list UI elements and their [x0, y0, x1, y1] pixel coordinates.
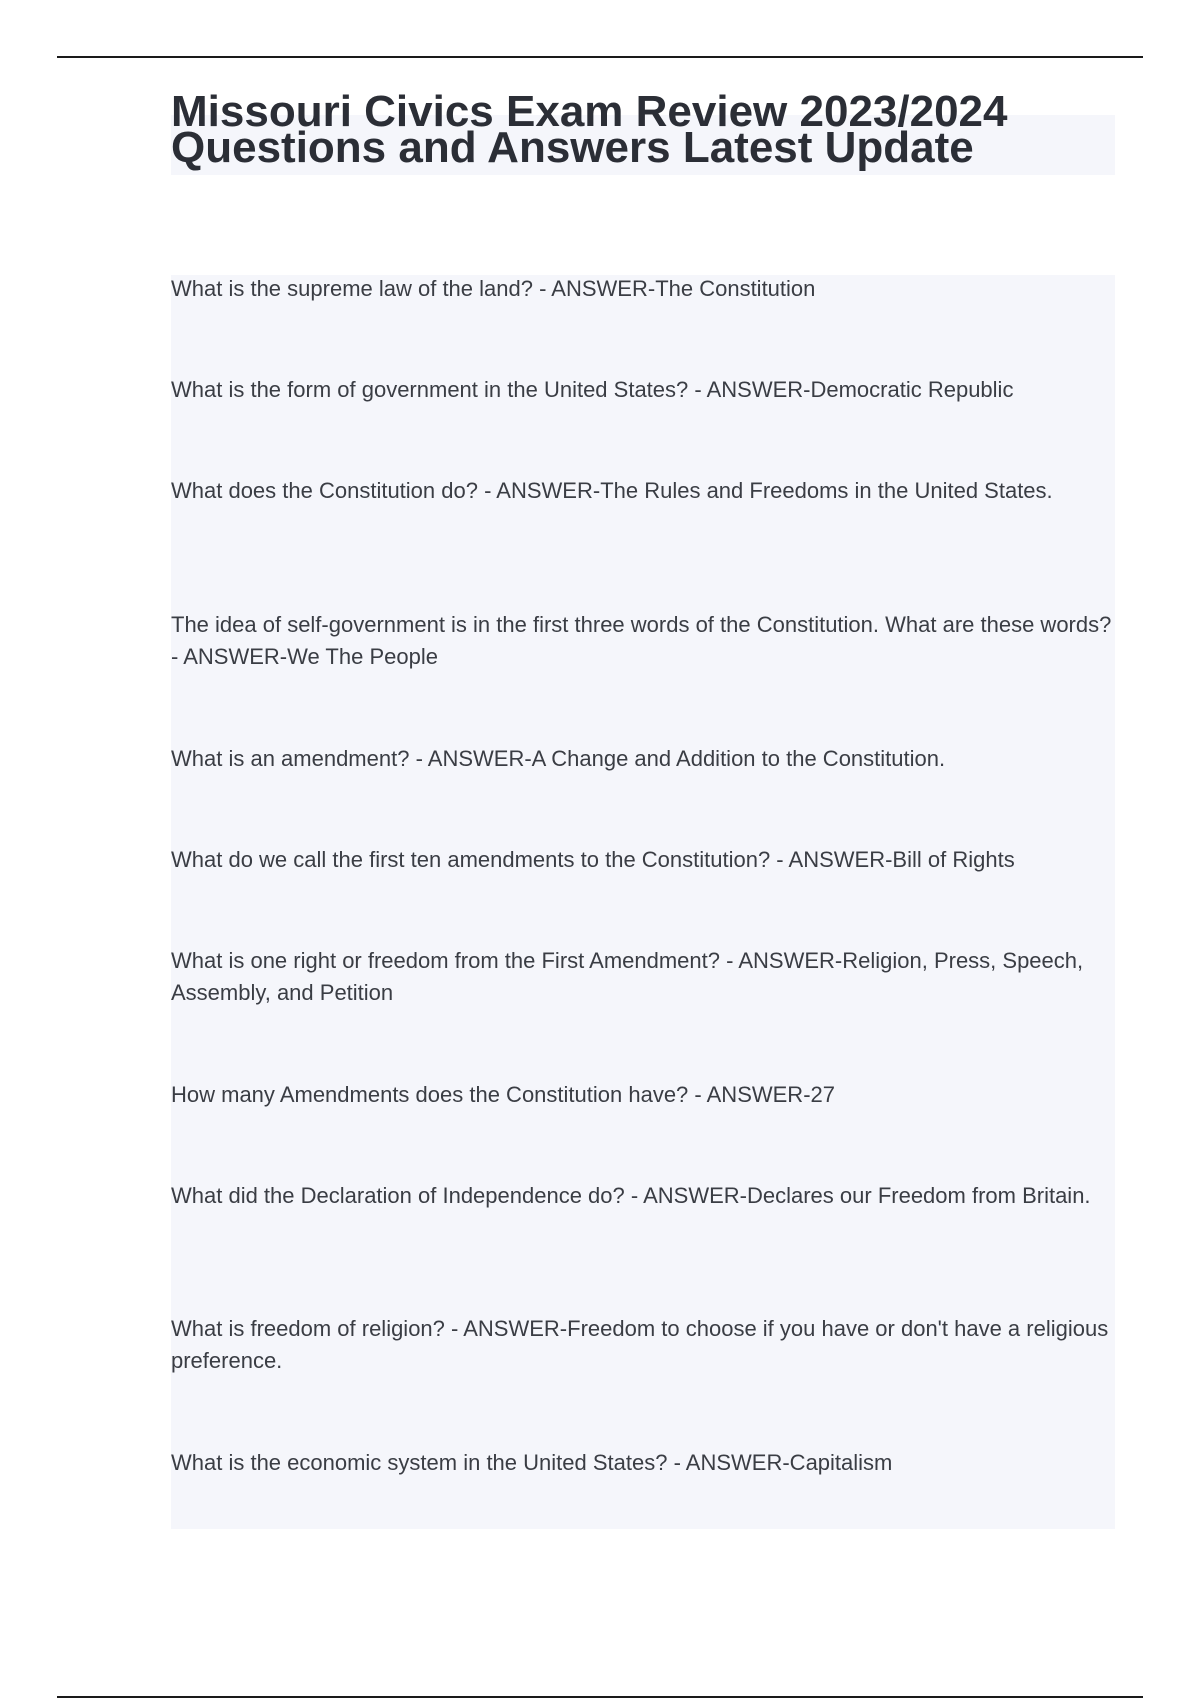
- qa-item-11: What is the economic system in the United States? - ANSWER-Capitalism: [171, 1450, 893, 1475]
- qa-item-7: What is one right or freedom from the First Amendment? - ANSWER-Religion, Press, Speech, Assembly, and Petition: [171, 948, 1084, 1005]
- document-title-line-1: Missouri Civics Exam Review 2023/2024: [171, 87, 1008, 136]
- qa-item-5: What is an amendment? - ANSWER-A Change and Addition to the Constitution.: [171, 746, 946, 771]
- document-title-line-2: Questions and Answers Latest Update: [171, 123, 974, 172]
- qa-item-9: What did the Declaration of Independence do? - ANSWER-Declares our Freedom from Britain.: [171, 1183, 1091, 1208]
- qa-item-8: How many Amendments does the Constitution have? - ANSWER-27: [171, 1082, 835, 1107]
- qa-item-4: The idea of self-government is in the first three words of the Constitution. What are these words? - ANSWER-We The People: [171, 612, 1112, 669]
- qa-item-10: What is freedom of religion? - ANSWER-Freedom to choose if you have or don't have a religious preference.: [171, 1316, 1109, 1373]
- qa-item-2: What is the form of government in the United States? - ANSWER-Democratic Republic: [171, 377, 1014, 402]
- qa-item-3: What does the Constitution do? - ANSWER-The Rules and Freedoms in the United States.: [171, 478, 1053, 503]
- qa-item-6: What do we call the first ten amendments to the Constitution? - ANSWER-Bill of Rights: [171, 847, 1015, 872]
- document-title: [171, 87, 1131, 172]
- bottom-divider: [57, 1696, 1143, 1698]
- top-divider: [57, 56, 1143, 58]
- qa-item-1: What is the supreme law of the land? - ANSWER-The Constitution: [171, 276, 816, 301]
